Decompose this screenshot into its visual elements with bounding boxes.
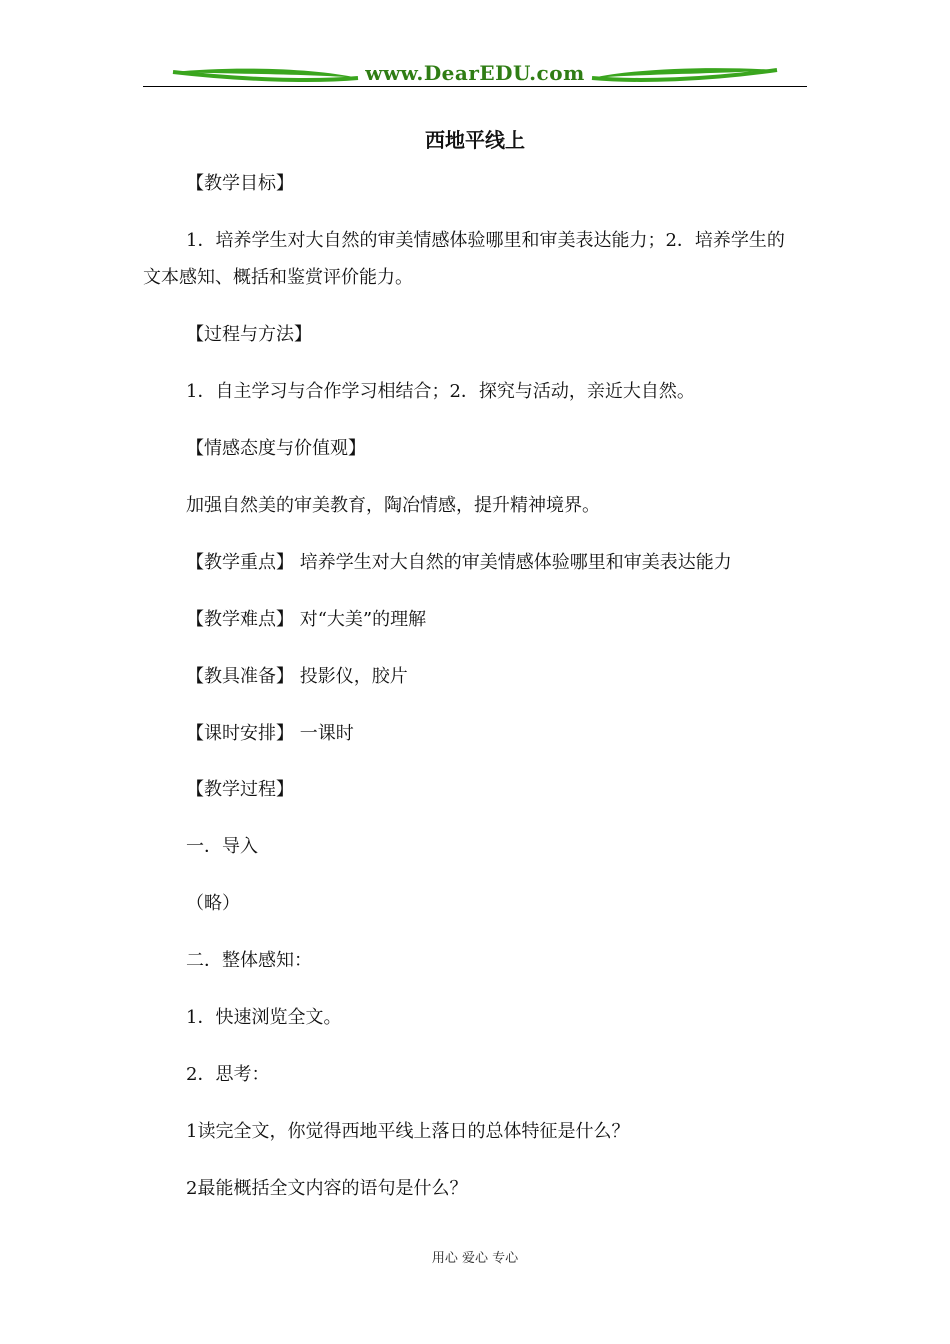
section-heading-objectives: 【教学目标】 <box>186 173 294 194</box>
list-item: 1．快速浏览全文。 <box>186 1007 342 1028</box>
section-heading-procedure: 【教学过程】 <box>186 779 294 800</box>
header-divider <box>143 86 807 87</box>
paragraph-line: 1．自主学习与合作学习相结合；2．探究与活动，亲近大自然。 <box>186 381 695 402</box>
step-heading: 二．整体感知： <box>186 950 312 971</box>
paragraph-line: 加强自然美的审美教育，陶冶情感，提升精神境界。 <box>186 495 600 516</box>
section-heading-values: 【情感态度与价值观】 <box>186 438 366 459</box>
paragraph-line: （略） <box>186 893 240 914</box>
paragraph-line: 文本感知、概括和鉴赏评价能力。 <box>143 267 413 288</box>
section-heading-process: 【过程与方法】 <box>186 324 312 345</box>
paragraph-line: 1．培养学生对大自然的审美情感体验哪里和审美表达能力；2．培养学生的 <box>186 230 785 251</box>
schedule-line: 【课时安排】 一课时 <box>186 723 354 744</box>
page-footer: 用心 爱心 专心 <box>431 1251 519 1266</box>
question-item: 1读完全文，你觉得西地平线上落日的总体特征是什么？ <box>186 1121 630 1142</box>
question-item: 2最能概括全文内容的语句是什么？ <box>186 1178 468 1199</box>
materials-line: 【教具准备】 投影仪，胶片 <box>186 666 408 687</box>
key-point-line: 【教学重点】 培养学生对大自然的审美情感体验哪里和审美表达能力 <box>186 552 732 573</box>
site-logo-text: www.DearEDU.com <box>365 61 585 85</box>
document-title: 西地平线上 <box>425 128 525 152</box>
step-heading: 一．导入 <box>186 836 258 857</box>
list-item: 2．思考： <box>186 1064 270 1085</box>
difficulty-line: 【教学难点】 对“大美”的理解 <box>186 609 427 630</box>
site-header <box>143 58 807 94</box>
